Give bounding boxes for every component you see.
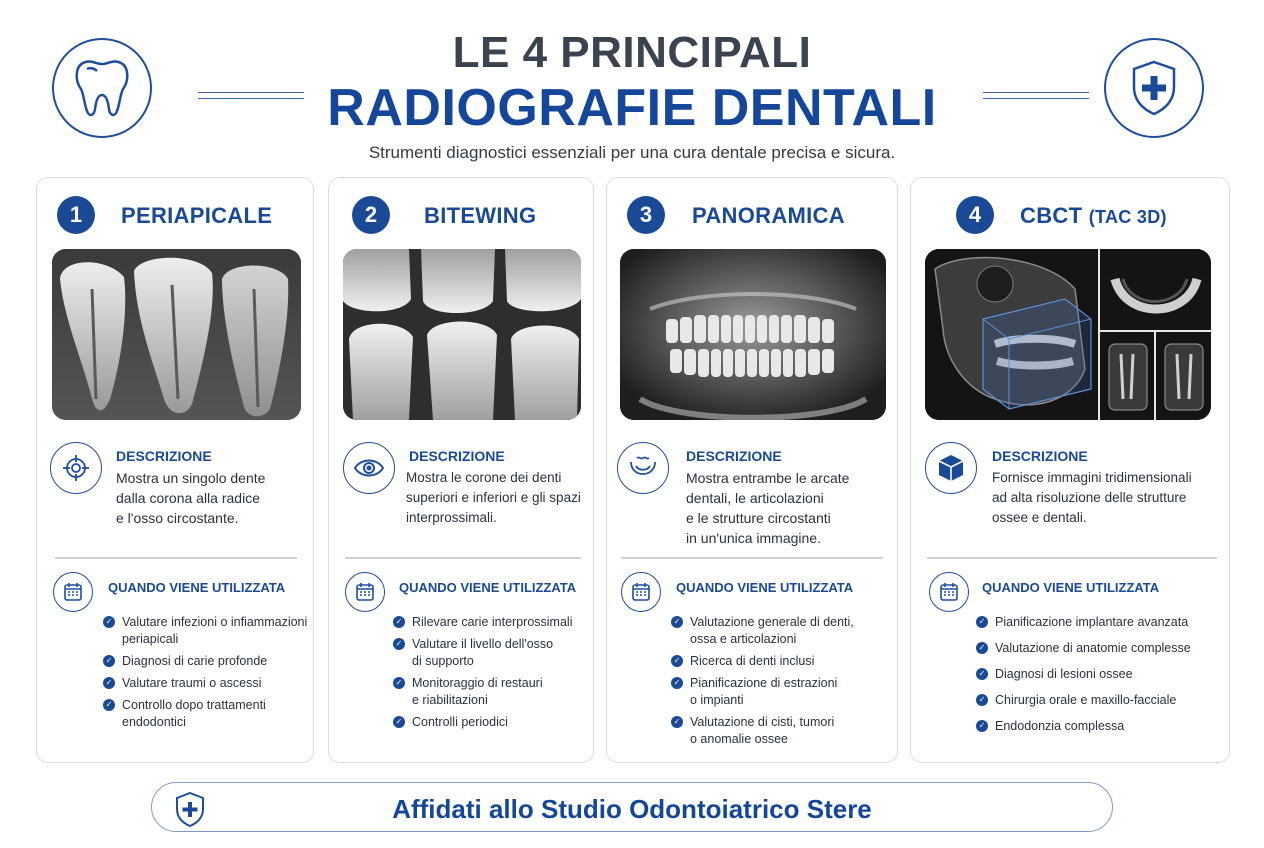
card-description bbox=[406, 468, 581, 528]
desc-label: DESCRIZIONE bbox=[686, 448, 782, 464]
footer-text: Affidati allo Studio Odontoiatrico Stere bbox=[392, 794, 872, 824]
page-subtitle: Strumenti diagnostici essenziali per una cura dentale precisa e sicura. bbox=[368, 143, 896, 162]
card-title: PERIAPICALE bbox=[121, 203, 273, 228]
card-number: 3 bbox=[627, 196, 665, 234]
desc-line: Mostra un singolo dente bbox=[116, 470, 266, 486]
list-item-line: ✓ Ricerca di denti inclusi bbox=[690, 654, 815, 668]
card-number: 1 bbox=[57, 196, 95, 234]
calendar-icon bbox=[53, 572, 93, 612]
list-item-line: ✓ Pianificazione di estrazioni bbox=[690, 676, 838, 690]
list-item bbox=[976, 640, 1216, 657]
list-item bbox=[393, 714, 593, 731]
usage-list bbox=[103, 614, 313, 736]
desc-line: ossee e dentali. bbox=[992, 510, 1087, 525]
card-title bbox=[1020, 203, 1167, 229]
list-item-line: e riabilitazioni bbox=[412, 693, 488, 707]
card-description bbox=[686, 468, 849, 548]
desc-line: e l'osso circostante. bbox=[116, 510, 239, 526]
list-item-line: ✓ Valutare infezioni o infiammazioni bbox=[122, 615, 308, 629]
desc-label: DESCRIZIONE bbox=[409, 448, 505, 464]
list-item-line: ✓ Endodonzia complessa bbox=[995, 719, 1125, 733]
shield-plus-icon bbox=[1104, 38, 1204, 138]
list-item-line: periapicali bbox=[122, 632, 179, 646]
card-cbct bbox=[910, 177, 1230, 763]
usage-list bbox=[976, 614, 1216, 744]
dental-arch-icon bbox=[617, 442, 669, 494]
panoramic-xray-image bbox=[620, 249, 886, 420]
list-item bbox=[671, 653, 891, 670]
list-item bbox=[103, 653, 313, 670]
list-item-line: ✓ Valutazione di cisti, tumori bbox=[690, 715, 835, 729]
list-item-line: ✓ Controlli periodici bbox=[412, 715, 508, 729]
desc-line: e le strutture circostanti bbox=[686, 510, 831, 526]
list-item bbox=[976, 718, 1216, 735]
desc-line: superiori e inferiori e gli spazi bbox=[406, 490, 581, 505]
desc-label: DESCRIZIONE bbox=[116, 448, 212, 464]
card-title-suffix: (TAC 3D) bbox=[1088, 207, 1167, 227]
list-item-line: ✓ Diagnosi di lesioni ossee bbox=[995, 667, 1133, 681]
card-title: PANORAMICA bbox=[692, 203, 845, 228]
cbct-3d-image bbox=[925, 249, 1211, 420]
desc-line: Mostra entrambe le arcate bbox=[686, 470, 850, 486]
eye-icon bbox=[343, 442, 395, 494]
list-item bbox=[976, 614, 1216, 631]
decorative-line bbox=[983, 92, 1089, 99]
list-item-line: ✓ Valutare traumi o ascessi bbox=[122, 676, 262, 690]
list-item-line: ✓ Monitoraggio di restauri bbox=[412, 676, 543, 690]
divider bbox=[55, 557, 297, 559]
list-item-line: ✓ Valutazione generale di denti, bbox=[690, 615, 854, 629]
card-description bbox=[992, 468, 1192, 528]
card-panoramica bbox=[606, 177, 898, 763]
list-item-line: ✓ Valutare il livello dell'osso bbox=[412, 637, 554, 651]
when-label: QUANDO VIENE UTILIZZATA bbox=[676, 580, 854, 595]
calendar-icon bbox=[345, 572, 385, 612]
calendar-icon bbox=[929, 572, 969, 612]
list-item bbox=[976, 666, 1216, 683]
divider bbox=[345, 557, 581, 559]
calendar-icon bbox=[621, 572, 661, 612]
list-item-line: ✓ Rilevare carie interprossimali bbox=[412, 615, 573, 629]
page-title-line2: RADIOGRAFIE DENTALI bbox=[327, 79, 937, 137]
desc-label: DESCRIZIONE bbox=[992, 448, 1088, 464]
card-number: 4 bbox=[956, 196, 994, 234]
list-item-line: ✓ Chirurgia orale e maxillo-facciale bbox=[995, 693, 1177, 707]
list-item bbox=[393, 675, 593, 709]
desc-line: Fornisce immagini tridimensionali bbox=[992, 470, 1192, 485]
divider bbox=[621, 557, 883, 559]
usage-list bbox=[671, 614, 891, 753]
desc-line: in un'unica immagine. bbox=[686, 530, 821, 546]
desc-line: Mostra le corone dei denti bbox=[406, 470, 562, 485]
card-title-main: CBCT bbox=[1020, 203, 1083, 228]
card-periapicale bbox=[36, 177, 314, 763]
card-title: BITEWING bbox=[424, 203, 537, 228]
card-bitewing bbox=[328, 177, 594, 763]
desc-line: dalla corona alla radice bbox=[116, 490, 260, 506]
list-item-line: ossa e articolazioni bbox=[690, 632, 797, 646]
list-item-line: ✓ Valutazione di anatomie complesse bbox=[995, 641, 1191, 655]
list-item bbox=[103, 614, 313, 648]
periapical-xray-image bbox=[52, 249, 301, 420]
list-item-line: ✓ Pianificazione implantare avanzata bbox=[995, 615, 1189, 629]
list-item bbox=[976, 692, 1216, 709]
when-label: QUANDO VIENE UTILIZZATA bbox=[108, 580, 286, 595]
page-title-line1: LE 4 PRINCIPALI bbox=[452, 28, 812, 77]
card-description bbox=[116, 468, 265, 528]
list-item bbox=[103, 697, 313, 731]
desc-line: dentali, le articolazioni bbox=[686, 490, 824, 506]
list-item bbox=[393, 614, 593, 631]
list-item-line: endodontici bbox=[122, 715, 186, 729]
usage-list bbox=[393, 614, 593, 736]
list-item bbox=[393, 636, 593, 670]
divider bbox=[927, 557, 1217, 559]
list-item-line: o anomalie ossee bbox=[690, 732, 788, 746]
list-item bbox=[671, 614, 891, 648]
list-item-line: o impianti bbox=[690, 693, 744, 707]
list-item bbox=[103, 675, 313, 692]
cube-icon bbox=[925, 442, 977, 494]
footer-banner bbox=[151, 782, 1113, 832]
target-icon bbox=[50, 442, 102, 494]
when-label: QUANDO VIENE UTILIZZATA bbox=[982, 580, 1160, 595]
list-item-line: ✓ Diagnosi di carie profonde bbox=[122, 654, 268, 668]
list-item bbox=[671, 714, 891, 748]
desc-line: interprossimali. bbox=[406, 510, 497, 525]
bitewing-xray-image bbox=[343, 249, 581, 420]
card-number: 2 bbox=[352, 196, 390, 234]
list-item-line: ✓ Controllo dopo trattamenti bbox=[122, 698, 266, 712]
list-item-line: di supporto bbox=[412, 654, 474, 668]
desc-line: ad alta risoluzione delle strutture bbox=[992, 490, 1187, 505]
list-item bbox=[671, 675, 891, 709]
when-label: QUANDO VIENE UTILIZZATA bbox=[399, 580, 577, 595]
